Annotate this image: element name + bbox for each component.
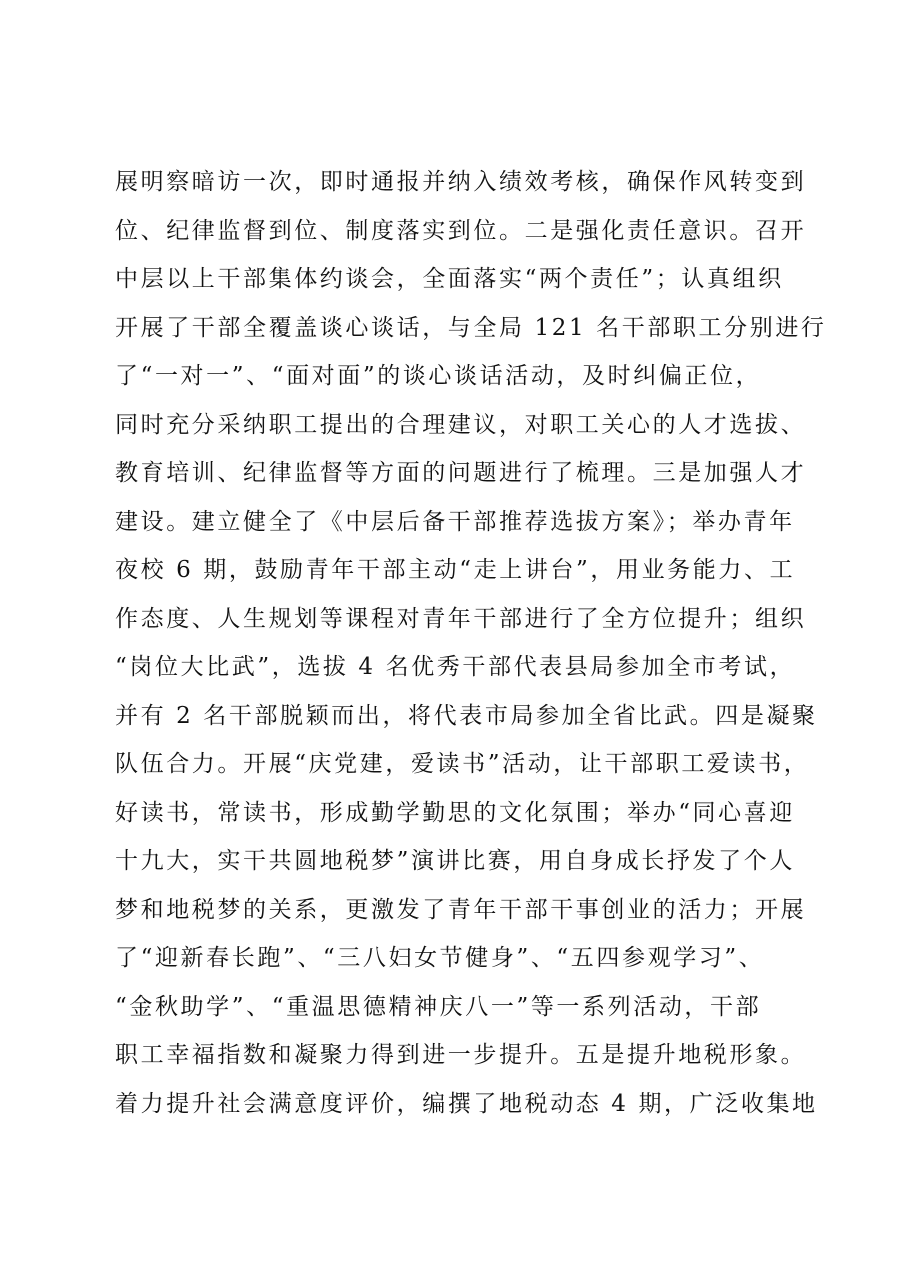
text-line: 了“一对一”、“面对面”的谈心谈话活动，及时纠偏正位， [115,363,762,389]
text-line: 建设。建立健全了《中层后备干部推荐选拔方案》；举办青年 [115,508,795,535]
text-line: 着力提升社会满意度评价，编撰了地税动态 4 期，广泛收集地 [115,1090,818,1117]
text-line: “金秋助学”、“重温思德精神庆八一”等一系列活动，干部 [115,993,762,1020]
text-line: “岗位大比武”，选拔 4 名优秀干部代表县局参加全市考试， [115,654,796,680]
text-line: 开展了干部全覆盖谈心谈话，与全局 121 名干部职工分别进行 [115,314,827,341]
text-line: 职工幸福指数和凝聚力得到进一步提升。五是提升地税形象。 [115,1042,807,1068]
text-line: 教育培训、纪律监督等方面的问题进行了梳理。三是加强人才 [115,460,807,486]
text-line: 十九大，实干共圆地税梦”演讲比赛，用自身成长抒发了个人 [115,848,795,874]
text-line: 队伍合力。开展“庆党建，爱读书”活动，让干部职工爱读书， [115,751,810,777]
text-line: 梦和地税梦的关系，更激发了青年干部干事创业的活力；开展 [115,896,807,923]
text-line: 并有 2 名干部脱颖而出，将代表市局参加全省比武。四是凝聚 [115,702,818,729]
body-text [115,158,827,1128]
text-line: 中层以上干部集体约谈会，全面落实“两个责任”；认真组织 [115,266,784,292]
text-line: 同时充分采纳职工提出的合理建议，对职工关心的人才选拔、 [115,411,807,438]
text-line: 夜校 6 期，鼓励青年干部主动“走上讲台”，用业务能力、工 [115,557,796,583]
text-line: 了“迎新春长跑”、“三八妇女节健身”、“五四参观学习”、 [115,945,765,971]
text-line: 展明察暗访一次，即时通报并纳入绩效考核，确保作风转变到 [115,169,807,195]
text-line: 作态度、人生规划等课程对青年干部进行了全方位提升；组织 [115,605,807,632]
text-line: 好读书，常读书，形成勤学勤思的文化氛围；举办“同心喜迎 [115,799,795,826]
text-line: 位、纪律监督到位、制度落实到位。二是强化责任意识。召开 [115,217,807,244]
